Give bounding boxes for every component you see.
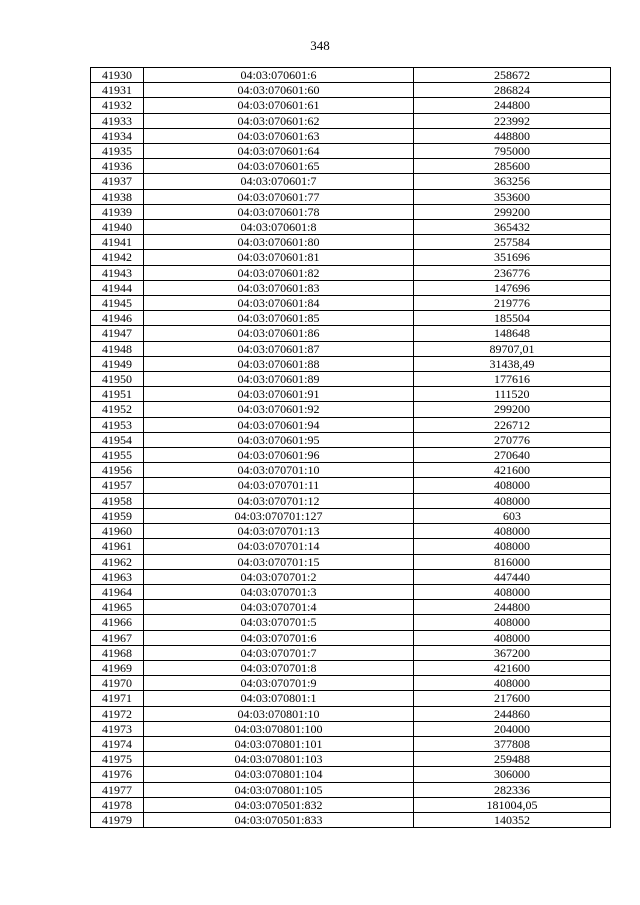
row-number-cell: 41947 (91, 326, 144, 341)
cadastral-value-cell: 306000 (414, 767, 611, 782)
table-row (91, 630, 611, 645)
cadastral-value-cell: 408000 (414, 539, 611, 554)
cadastral-number-cell: 04:03:070801:10 (144, 706, 414, 721)
table-row (91, 615, 611, 630)
cadastral-value-cell: 351696 (414, 250, 611, 265)
table-row (91, 660, 611, 675)
cadastral-value-cell: 226712 (414, 417, 611, 432)
cadastral-number-cell: 04:03:070601:60 (144, 83, 414, 98)
cadastral-value-cell: 270776 (414, 432, 611, 447)
table-row (91, 341, 611, 356)
row-number-cell: 41932 (91, 98, 144, 113)
row-number-cell: 41934 (91, 128, 144, 143)
table-row (91, 280, 611, 295)
table-row (91, 265, 611, 280)
table-row (91, 463, 611, 478)
row-number-cell: 41979 (91, 812, 144, 827)
cadastral-number-cell: 04:03:070601:61 (144, 98, 414, 113)
row-number-cell: 41957 (91, 478, 144, 493)
cadastral-number-cell: 04:03:070701:11 (144, 478, 414, 493)
cadastral-value-cell: 408000 (414, 524, 611, 539)
cadastral-value-cell: 408000 (414, 478, 611, 493)
table-row (91, 539, 611, 554)
cadastral-number-cell: 04:03:070701:9 (144, 676, 414, 691)
row-number-cell: 41963 (91, 569, 144, 584)
row-number-cell: 41945 (91, 296, 144, 311)
row-number-cell: 41966 (91, 615, 144, 630)
table-row (91, 600, 611, 615)
row-number-cell: 41938 (91, 189, 144, 204)
cadastral-value-cell: 421600 (414, 463, 611, 478)
cadastral-value-cell: 147696 (414, 280, 611, 295)
row-number-cell: 41935 (91, 144, 144, 159)
cadastral-number-cell: 04:03:070701:3 (144, 584, 414, 599)
cadastral-value-cell: 353600 (414, 189, 611, 204)
row-number-cell: 41972 (91, 706, 144, 721)
table-row (91, 812, 611, 827)
cadastral-number-cell: 04:03:070801:103 (144, 752, 414, 767)
row-number-cell: 41964 (91, 584, 144, 599)
row-number-cell: 41940 (91, 220, 144, 235)
table-row (91, 767, 611, 782)
table-row (91, 554, 611, 569)
table-row (91, 128, 611, 143)
cadastral-value-cell: 408000 (414, 584, 611, 599)
cadastral-value-cell: 377808 (414, 736, 611, 751)
cadastral-number-cell: 04:03:070701:10 (144, 463, 414, 478)
cadastral-number-cell: 04:03:070601:83 (144, 280, 414, 295)
cadastral-value-cell: 447440 (414, 569, 611, 584)
row-number-cell: 41965 (91, 600, 144, 615)
row-number-cell: 41955 (91, 448, 144, 463)
cadastral-number-cell: 04:03:070701:2 (144, 569, 414, 584)
table-body (91, 68, 611, 828)
row-number-cell: 41931 (91, 83, 144, 98)
cadastral-number-cell: 04:03:070701:14 (144, 539, 414, 554)
table-row (91, 159, 611, 174)
table-row (91, 797, 611, 812)
row-number-cell: 41952 (91, 402, 144, 417)
cadastral-value-cell: 282336 (414, 782, 611, 797)
table-row (91, 174, 611, 189)
cadastral-number-cell: 04:03:070601:65 (144, 159, 414, 174)
cadastral-number-cell: 04:03:070601:80 (144, 235, 414, 250)
table-row (91, 508, 611, 523)
cadastral-value-cell: 299200 (414, 402, 611, 417)
cadastral-number-cell: 04:03:070601:77 (144, 189, 414, 204)
row-number-cell: 41936 (91, 159, 144, 174)
table-row (91, 144, 611, 159)
row-number-cell: 41960 (91, 524, 144, 539)
cadastral-number-cell: 04:03:070501:833 (144, 812, 414, 827)
row-number-cell: 41970 (91, 676, 144, 691)
cadastral-value-cell: 140352 (414, 812, 611, 827)
cadastral-value-cell: 286824 (414, 83, 611, 98)
table-row (91, 752, 611, 767)
table-row (91, 691, 611, 706)
row-number-cell: 41958 (91, 493, 144, 508)
cadastral-number-cell: 04:03:070701:5 (144, 615, 414, 630)
cadastral-value-cell: 31438,49 (414, 356, 611, 371)
table-row (91, 296, 611, 311)
cadastral-value-cell: 285600 (414, 159, 611, 174)
cadastral-value-cell: 257584 (414, 235, 611, 250)
cadastral-number-cell: 04:03:070801:1 (144, 691, 414, 706)
table-row (91, 311, 611, 326)
cadastral-number-cell: 04:03:070601:6 (144, 68, 414, 83)
row-number-cell: 41978 (91, 797, 144, 812)
cadastral-number-cell: 04:03:070701:127 (144, 508, 414, 523)
cadastral-number-cell: 04:03:070601:82 (144, 265, 414, 280)
table-row (91, 584, 611, 599)
cadastral-number-cell: 04:03:070701:15 (144, 554, 414, 569)
cadastral-number-cell: 04:03:070801:100 (144, 721, 414, 736)
table-row (91, 706, 611, 721)
row-number-cell: 41949 (91, 356, 144, 371)
table-row (91, 676, 611, 691)
table-row (91, 250, 611, 265)
cadastral-number-cell: 04:03:070601:62 (144, 113, 414, 128)
row-number-cell: 41937 (91, 174, 144, 189)
cadastral-value-cell: 244800 (414, 600, 611, 615)
row-number-cell: 41944 (91, 280, 144, 295)
row-number-cell: 41974 (91, 736, 144, 751)
cadastral-value-cell: 148648 (414, 326, 611, 341)
table-row (91, 432, 611, 447)
table-row (91, 782, 611, 797)
table-row (91, 493, 611, 508)
row-number-cell: 41951 (91, 387, 144, 402)
cadastral-number-cell: 04:03:070601:85 (144, 311, 414, 326)
cadastral-number-cell: 04:03:070701:6 (144, 630, 414, 645)
cadastral-value-cell: 448800 (414, 128, 611, 143)
cadastral-number-cell: 04:03:070601:64 (144, 144, 414, 159)
table-row (91, 645, 611, 660)
row-number-cell: 41939 (91, 204, 144, 219)
cadastral-value-cell: 185504 (414, 311, 611, 326)
cadastral-number-cell: 04:03:070701:13 (144, 524, 414, 539)
cadastral-number-cell: 04:03:070601:94 (144, 417, 414, 432)
cadastral-number-cell: 04:03:070601:96 (144, 448, 414, 463)
cadastral-number-cell: 04:03:070601:87 (144, 341, 414, 356)
cadastral-value-cell: 244800 (414, 98, 611, 113)
cadastral-number-cell: 04:03:070701:4 (144, 600, 414, 615)
row-number-cell: 41977 (91, 782, 144, 797)
cadastral-number-cell: 04:03:070601:84 (144, 296, 414, 311)
table-row (91, 478, 611, 493)
row-number-cell: 41959 (91, 508, 144, 523)
cadastral-value-cell: 181004,05 (414, 797, 611, 812)
cadastral-number-cell: 04:03:070601:91 (144, 387, 414, 402)
cadastral-number-cell: 04:03:070801:105 (144, 782, 414, 797)
table-row (91, 372, 611, 387)
row-number-cell: 41930 (91, 68, 144, 83)
row-number-cell: 41948 (91, 341, 144, 356)
row-number-cell: 41969 (91, 660, 144, 675)
row-number-cell: 41950 (91, 372, 144, 387)
table-row (91, 220, 611, 235)
cadastral-value-cell: 223992 (414, 113, 611, 128)
cadastral-value-cell: 259488 (414, 752, 611, 767)
row-number-cell: 41942 (91, 250, 144, 265)
cadastral-number-cell: 04:03:070701:12 (144, 493, 414, 508)
table-row (91, 189, 611, 204)
cadastral-value-cell: 408000 (414, 630, 611, 645)
page-number: 348 (310, 38, 330, 53)
row-number-cell: 41961 (91, 539, 144, 554)
cadastral-value-cell: 299200 (414, 204, 611, 219)
row-number-cell: 41973 (91, 721, 144, 736)
row-number-cell: 41956 (91, 463, 144, 478)
row-number-cell: 41967 (91, 630, 144, 645)
cadastral-number-cell: 04:03:070601:92 (144, 402, 414, 417)
cadastral-value-cell: 89707,01 (414, 341, 611, 356)
table-row (91, 569, 611, 584)
table-row (91, 235, 611, 250)
row-number-cell: 41933 (91, 113, 144, 128)
cadastral-value-cell: 204000 (414, 721, 611, 736)
table-row (91, 326, 611, 341)
cadastral-value-cell: 244860 (414, 706, 611, 721)
cadastral-value-cell: 217600 (414, 691, 611, 706)
cadastral-number-cell: 04:03:070501:832 (144, 797, 414, 812)
cadastral-value-cell: 408000 (414, 676, 611, 691)
table-row (91, 387, 611, 402)
row-number-cell: 41941 (91, 235, 144, 250)
cadastral-number-cell: 04:03:070601:63 (144, 128, 414, 143)
cadastral-number-cell: 04:03:070601:81 (144, 250, 414, 265)
cadastral-value-cell: 111520 (414, 387, 611, 402)
cadastral-value-cell: 363256 (414, 174, 611, 189)
table-row (91, 98, 611, 113)
cadastral-value-cell: 236776 (414, 265, 611, 280)
cadastral-number-cell: 04:03:070801:104 (144, 767, 414, 782)
cadastral-number-cell: 04:03:070701:8 (144, 660, 414, 675)
cadastral-number-cell: 04:03:070601:95 (144, 432, 414, 447)
row-number-cell: 41971 (91, 691, 144, 706)
cadastral-number-cell: 04:03:070601:8 (144, 220, 414, 235)
row-number-cell: 41946 (91, 311, 144, 326)
cadastral-number-cell: 04:03:070601:86 (144, 326, 414, 341)
cadastral-value-cell: 258672 (414, 68, 611, 83)
row-number-cell: 41943 (91, 265, 144, 280)
cadastral-value-cell: 367200 (414, 645, 611, 660)
table-row (91, 736, 611, 751)
cadastral-value-cell: 408000 (414, 615, 611, 630)
table-row (91, 356, 611, 371)
row-number-cell: 41976 (91, 767, 144, 782)
row-number-cell: 41953 (91, 417, 144, 432)
cadastral-number-cell: 04:03:070601:78 (144, 204, 414, 219)
table-row (91, 417, 611, 432)
cadastral-value-cell: 365432 (414, 220, 611, 235)
cadastral-number-cell: 04:03:070701:7 (144, 645, 414, 660)
cadastral-value-cell: 219776 (414, 296, 611, 311)
cadastral-value-cell: 270640 (414, 448, 611, 463)
cadastral-value-cell: 795000 (414, 144, 611, 159)
cadastral-value-cell: 408000 (414, 493, 611, 508)
table-row (91, 524, 611, 539)
cadastral-value-cell: 603 (414, 508, 611, 523)
table-row (91, 68, 611, 83)
cadastral-number-cell: 04:03:070601:89 (144, 372, 414, 387)
row-number-cell: 41975 (91, 752, 144, 767)
row-number-cell: 41968 (91, 645, 144, 660)
cadastral-value-cell: 177616 (414, 372, 611, 387)
cadastral-number-cell: 04:03:070601:88 (144, 356, 414, 371)
table-row (91, 721, 611, 736)
cadastral-number-cell: 04:03:070601:7 (144, 174, 414, 189)
table-row (91, 402, 611, 417)
table-row (91, 113, 611, 128)
cadastral-value-cell: 816000 (414, 554, 611, 569)
table-row (91, 448, 611, 463)
row-number-cell: 41954 (91, 432, 144, 447)
cadastral-value-cell: 421600 (414, 660, 611, 675)
cadastral-number-cell: 04:03:070801:101 (144, 736, 414, 751)
cadastral-value-table (90, 67, 611, 828)
table-row (91, 204, 611, 219)
table-row (91, 83, 611, 98)
row-number-cell: 41962 (91, 554, 144, 569)
